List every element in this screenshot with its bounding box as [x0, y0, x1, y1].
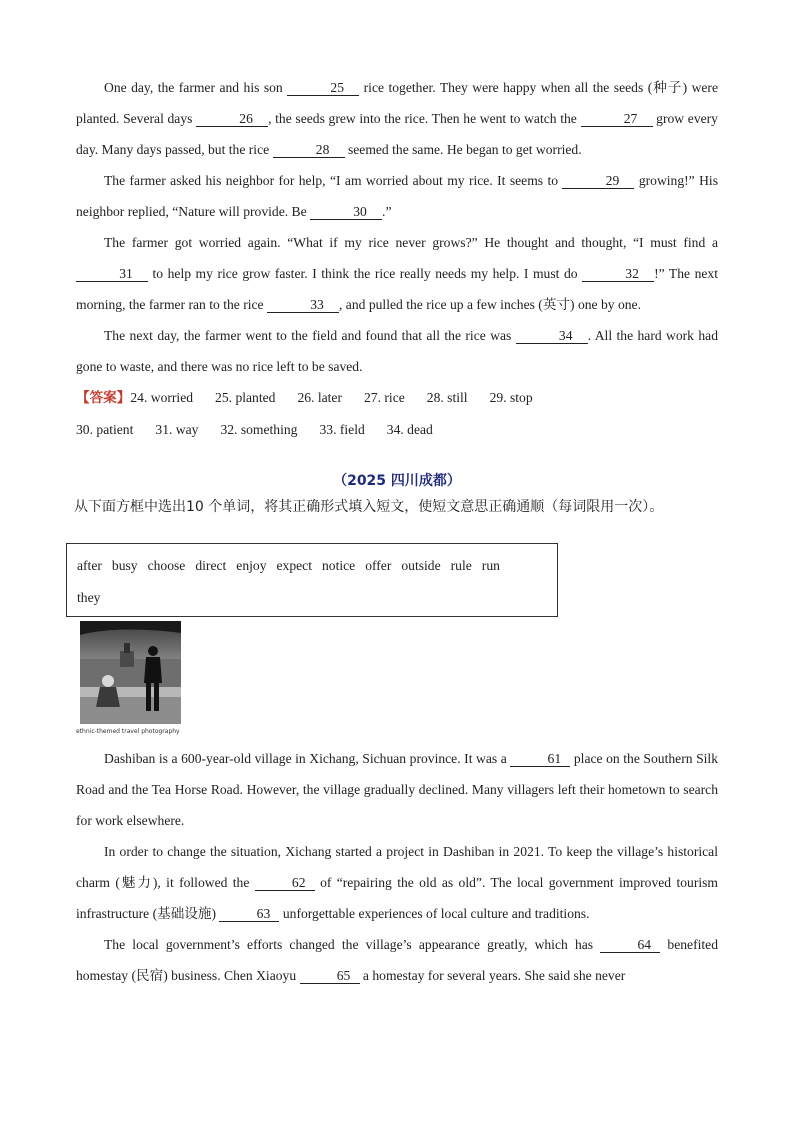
answer-item: 24. worried	[130, 390, 194, 405]
passage-one	[76, 72, 718, 520]
answer-item: 33. field	[319, 422, 365, 437]
blank-34[interactable]: 34	[516, 329, 588, 344]
blank-28[interactable]: 28	[273, 143, 345, 158]
answer-item: 26. later	[297, 390, 342, 405]
answer-item: 31. way	[155, 422, 199, 437]
answer-item: 34. dead	[386, 422, 433, 437]
answer-item: 25. planted	[215, 390, 276, 405]
blank-33[interactable]: 33	[267, 298, 339, 313]
paragraph-7: The local government’s efforts changed the village’s appearance greatly, which has 64 benefited homestay (民宿) business. Chen Xiaoyu 65 a homestay for several years. She said she never	[76, 937, 718, 983]
blank-32[interactable]: 32	[582, 267, 654, 282]
answer-item: 32. something	[220, 422, 298, 437]
blank-27[interactable]: 27	[581, 112, 653, 127]
paragraph-3: The farmer got worried again. “What if my rice never grows?” He thought and thought, “I must find a 31 to help my rice grow faster. I think the rice really needs my help. I must do 32 !” The next morning, the farmer ran to the rice 33 , and pulled the rice up a few inches (英寸) one by one.	[76, 235, 718, 312]
word-bank-item: run	[481, 558, 500, 573]
blank-61[interactable]: 61	[510, 752, 570, 767]
paragraph-6: In order to change the situation, Xichang started a project in Dashiban in 2021. To keep the village’s historical charm (魅力), it followed the 62 of “repairing the old as old”. The local government improved tourism infrastructure (基础设施) 63 unforgettable experiences of local culture and traditions.	[76, 844, 718, 921]
section-title: （2025 四川成都）	[333, 473, 461, 489]
answer-item: 30. patient	[76, 422, 134, 437]
photo-caption: ethnic-themed travel photography	[76, 728, 180, 735]
answer-item: 28. still	[426, 390, 468, 405]
answer-item: 27. rice	[364, 390, 405, 405]
blank-63[interactable]: 63	[219, 907, 279, 922]
word-bank-item: after	[77, 558, 102, 573]
word-bank-item: offer	[365, 558, 392, 573]
word-bank-item: busy	[111, 558, 138, 573]
word-bank-item: expect	[276, 558, 312, 573]
paragraph-1: One day, the farmer and his son 25 rice together. They were happy when all the seeds (种子) were planted. Several days 26 , the seeds grew into the rice. Then he went to watch the 27 grow every day. Many days passed, but the rice 28 seemed the same. He began to get worried.	[76, 80, 718, 157]
blank-29[interactable]: 29	[562, 174, 634, 189]
paragraph-4: The next day, the farmer went to the field and found that all the rice was 34 . All the hard work had gone to waste, and there was no rice left to be saved.	[76, 328, 718, 374]
word-bank-item: choose	[147, 558, 186, 573]
word-bank-item: outside	[401, 558, 441, 573]
photo-illustration	[80, 621, 181, 724]
word-bank-item: they	[77, 590, 101, 605]
paragraph-5: Dashiban is a 600-year-old village in Xichang, Sichuan province. It was a 61 place on the Southern Silk Road and the Tea Horse Road. However, the village gradually declined. Many villagers left their hometown to search for work elsewhere.	[76, 751, 718, 828]
blank-65[interactable]: 65	[300, 969, 360, 984]
word-bank-item: rule	[450, 558, 472, 573]
word-bank-item: enjoy	[236, 558, 267, 573]
answer-item: 29. stop	[489, 390, 533, 405]
instruction-text: 从下面方框中选出10 个单词，将其正确形式填入短文，使短文意思正确通顺（每词限用一次）。	[74, 499, 664, 515]
village-photo	[80, 621, 181, 724]
blank-30[interactable]: 30	[310, 205, 382, 220]
blank-64[interactable]: 64	[600, 938, 660, 953]
blank-25[interactable]: 25	[287, 81, 359, 96]
answer-tag: 【答案】	[76, 390, 131, 405]
blank-31[interactable]: 31	[76, 267, 148, 282]
paragraph-2: The farmer asked his neighbor for help, “I am worried about my rice. It seems to 29 growing!” His neighbor replied, “Nature will provide. Be 30 .”	[76, 173, 718, 219]
word-bank-item: notice	[321, 558, 356, 573]
answer-key	[76, 382, 718, 446]
passage-two	[76, 743, 718, 991]
blank-62[interactable]: 62	[255, 876, 315, 891]
word-bank-item: direct	[195, 558, 227, 573]
blank-26[interactable]: 26	[196, 112, 268, 127]
word-bank	[66, 543, 558, 617]
